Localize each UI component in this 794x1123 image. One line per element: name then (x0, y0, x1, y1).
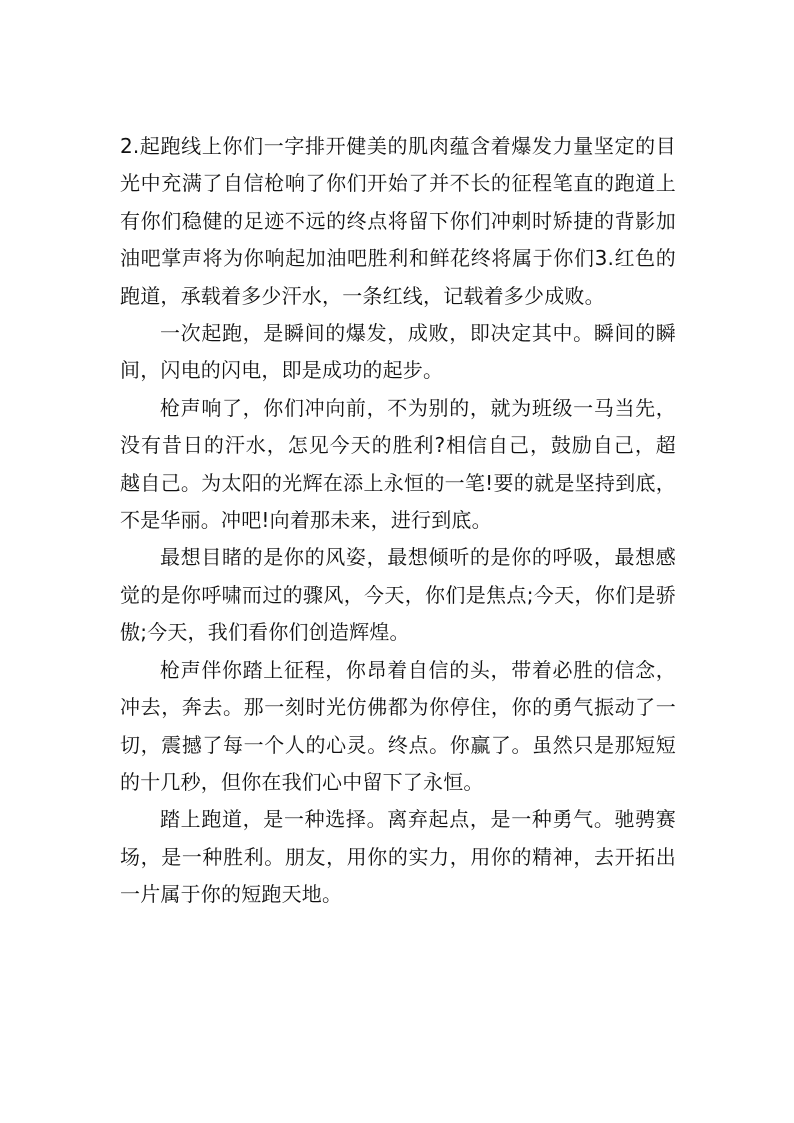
document-body (120, 128, 676, 914)
paragraph-2: 一次起跑，是瞬间的爆发，成败，即决定其中。瞬间的瞬间，闪电的闪电，即是成功的起步。 (120, 321, 676, 383)
paragraph-1: 2.起跑线上你们一字排开健美的肌肉蕴含着爆发力量坚定的目光中充满了自信枪响了你们开始了并不长的征程笔直的跑道上有你们稳健的足迹不远的终点将留下你们冲刺时矫捷的背影加油吧掌声将为你响起加油吧胜利和鲜花终将属于你们3.红色的跑道，承载着多少汗水，一条红线，记载着多少成败。 (120, 134, 676, 308)
paragraph-6: 踏上跑道，是一种选择。离弃起点，是一种勇气。驰骋赛场，是一种胜利。朋友，用你的实力，用你的精神，去开拓出一片属于你的短跑天地。 (120, 807, 676, 907)
paragraph-4: 最想目睹的是你的风姿，最想倾听的是你的呼吸，最想感觉的是你呼啸而过的骤风，今天，你们是焦点;今天，你们是骄傲;今天，我们看你们创造辉煌。 (120, 545, 676, 645)
paragraph-3: 枪声响了，你们冲向前，不为别的，就为班级一马当先，没有昔日的汗水，怎见今天的胜利?相信自己，鼓励自己，超越自己。为太阳的光辉在添上永恒的一笔!要的就是坚持到底，不是华丽。冲吧!向着那未来，进行到底。 (120, 395, 676, 533)
paragraph-5: 枪声伴你踏上征程，你昂着自信的头，带着必胜的信念，冲去，奔去。那一刻时光仿佛都为你停住，你的勇气振动了一切，震撼了每一个人的心灵。终点。你赢了。虽然只是那短短的十几秒，但你在我们心中留下了永恒。 (120, 657, 676, 794)
